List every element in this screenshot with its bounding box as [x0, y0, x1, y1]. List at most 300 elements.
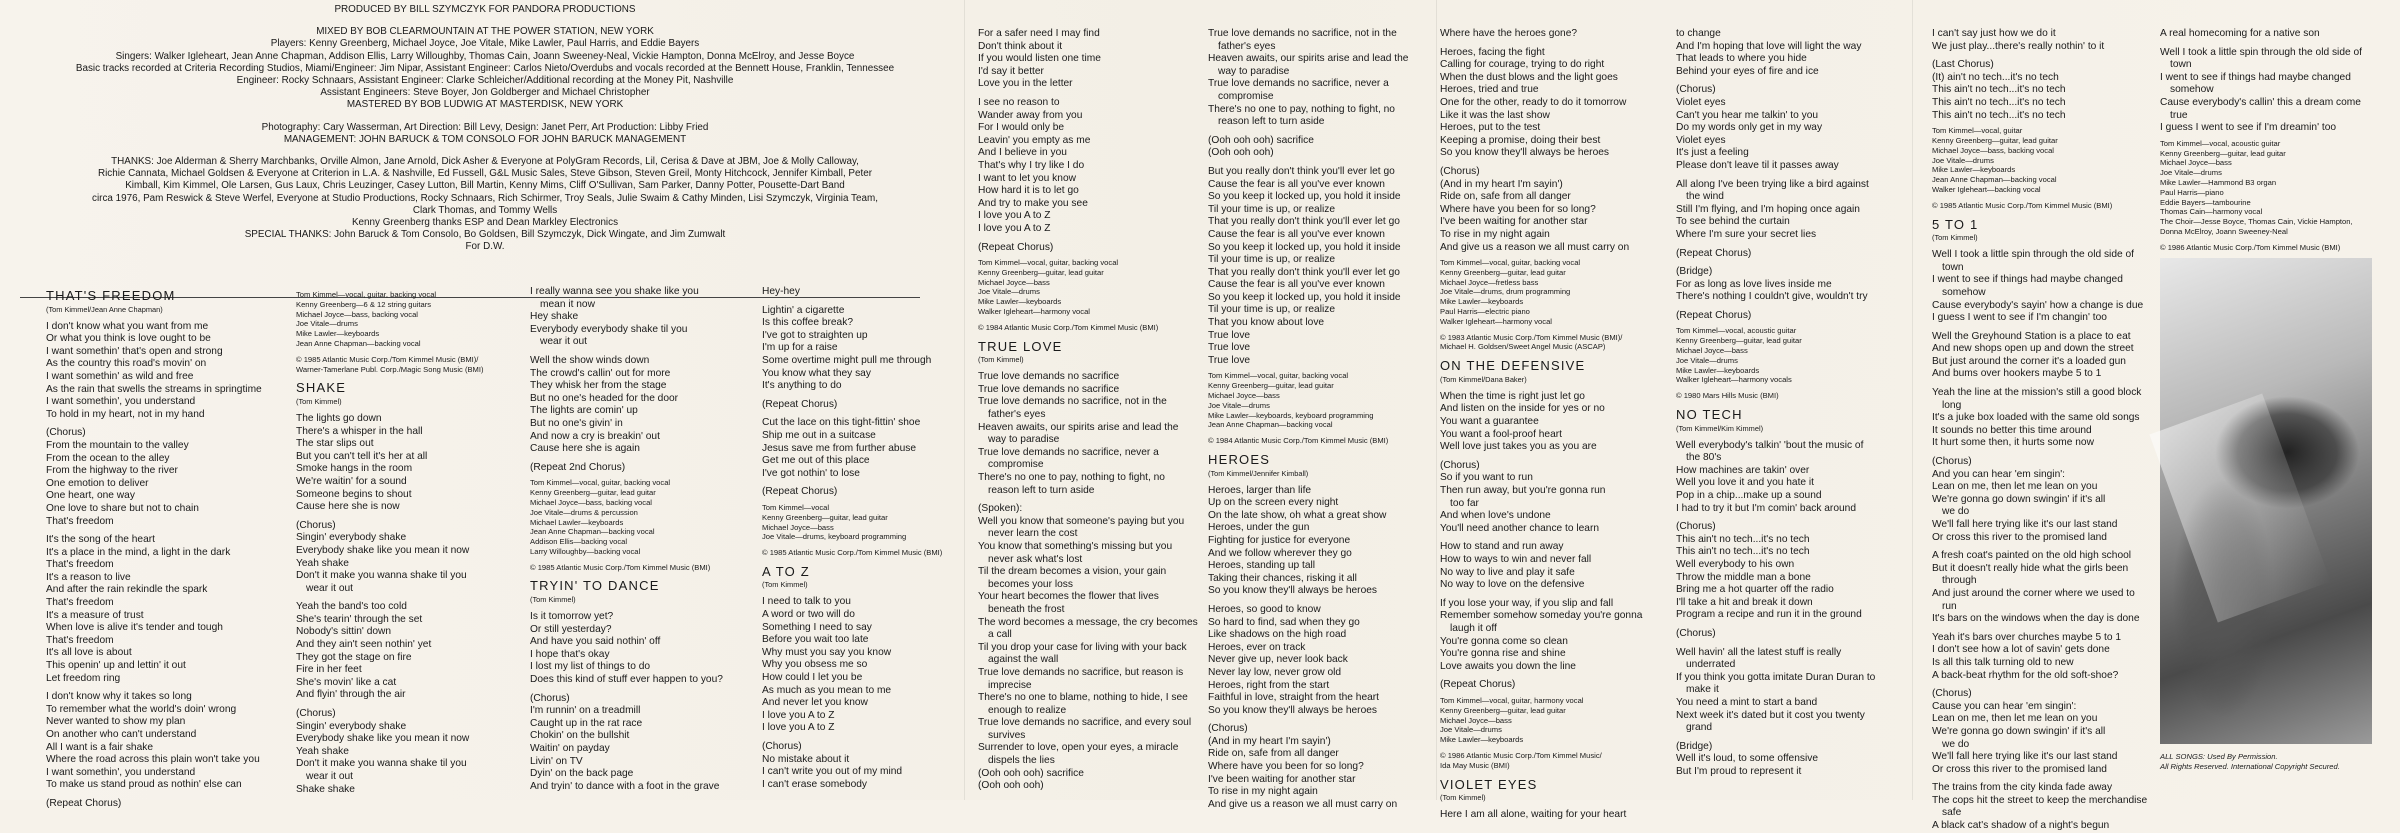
- credit-line: Mike Lawler—keyboards: [1440, 297, 1524, 307]
- lyric-line: True love demands no sacrifice, not in the: [978, 396, 1167, 408]
- lyric-line: Livin' on TV: [530, 755, 583, 767]
- lyric-line: Don't it make you wanna shake til you: [296, 758, 467, 770]
- credit-line: Tom Kimmel—vocal, guitar: [1932, 126, 2023, 136]
- credit-line: Ida May Music (BMI): [1440, 760, 1510, 770]
- album-photo: [2160, 258, 2372, 744]
- lyric-line: (Chorus): [46, 427, 86, 439]
- lyric-line: Wander away from you: [978, 109, 1083, 121]
- lyric-line: reason left to turn aside: [988, 484, 1095, 496]
- lyric-line: Cause here she is now: [296, 501, 400, 513]
- lyric-line: To rise in my night again: [1208, 786, 1318, 798]
- lyric-line: Cause everybody's callin' this a dream come: [2160, 96, 2361, 108]
- lyric-line: Where have you been for so long?: [1440, 203, 1596, 215]
- credit-line: Tom Kimmel—vocal: [762, 502, 830, 512]
- lyric-line: Dyin' on the back page: [530, 768, 634, 780]
- lyric-line: make it: [1686, 684, 1719, 696]
- credit-line: Kenny Greenberg—guitar, lead guitar: [1676, 336, 1802, 346]
- song-author: (Tom Kimmel/Jean Anne Chapman): [46, 304, 163, 314]
- song-author: (Tom Kimmel): [1440, 793, 1486, 803]
- lyric-line: I can't write you out of my mind: [762, 766, 903, 778]
- lyric-line: Like it was the last show: [1440, 109, 1550, 121]
- lyric-line: There's nothing I couldn't give, wouldn't try: [1676, 291, 1868, 303]
- lyric-line: That's freedom: [46, 515, 114, 527]
- musician-credits: [1932, 126, 2150, 210]
- credit-line: Joe Vitale—drums: [1440, 725, 1502, 735]
- lyric-line: Let freedom ring: [46, 672, 121, 684]
- lyric-line: And after the rain rekindle the spark: [46, 584, 208, 596]
- lyric-line: For as long as love lives inside me: [1676, 278, 1832, 290]
- lyric-line: Yeah it's bars over churches maybe 5 to 1: [1932, 631, 2122, 643]
- lyric-line: dispels the lies: [988, 755, 1055, 767]
- credit-line: Mike Lawler—keyboards: [1932, 165, 2016, 175]
- lyric-line: It's all love is about: [46, 647, 132, 659]
- lyric-line: Never lay low, never grow old: [1208, 666, 1342, 678]
- lyric-line: The star slips out: [296, 438, 374, 450]
- lyric-line: Cause you can hear 'em singin':: [1932, 700, 2077, 712]
- lyric-line: Til you drop your case for living with your back: [978, 641, 1187, 653]
- credit-line: Michael Joyce—bass, backing vocal: [296, 309, 418, 319]
- lyric-line: That's freedom: [46, 597, 114, 609]
- credit-line: Joe Vitale—drums: [1208, 400, 1270, 410]
- lyric-line: Everybody shake like you mean it now: [296, 733, 470, 745]
- credit-line: Thomas Cain—harmony vocal: [2160, 207, 2263, 217]
- lyric-line: So hard to find, sad when they go: [1208, 616, 1360, 628]
- lyric-line: How to stand and run away: [1440, 541, 1564, 553]
- song-block: [1440, 28, 1666, 352]
- lyric-line: Cause the fear is all you've ever known: [1208, 279, 1385, 291]
- lyric-line: (Chorus): [1676, 627, 1716, 639]
- lyric-line: the 80's: [1686, 452, 1722, 464]
- lyric-line: When love is alive it's tender and tough: [46, 622, 223, 634]
- credit-line: Jean Anne Chapman—backing vocal: [1208, 420, 1333, 430]
- credit-line: Kenny Greenberg thanks ESP and Dean Markley Electronics: [351, 217, 619, 229]
- credit-line: Mike Lawler—keyboards: [978, 297, 1062, 307]
- lyric-line: (Ooh ooh ooh): [1208, 147, 1274, 159]
- lyric-line: That you know about love: [1208, 317, 1325, 329]
- lyric-line: Your heart becomes the flower that lives: [978, 591, 1159, 603]
- credit-line: © 1984 Atlantic Music Corp./Tom Kimmel Music (BMI): [1208, 436, 1389, 446]
- copyright-line: All Rights Reserved. International Copyright Secured.: [2160, 762, 2340, 771]
- lyric-line: I guess I went to see if I'm dreamin' too: [2160, 122, 2337, 134]
- song-block: [2160, 28, 2388, 253]
- song-block: [762, 286, 968, 558]
- lyric-line: No way to live and play it safe: [1440, 566, 1575, 578]
- lyric-line: I'm runnin' on a treadmill: [530, 705, 641, 717]
- credit-line: MANAGEMENT: JOHN BARUCK & TOM CONSOLO FOR JOHN BARUCK MANAGEMENT: [283, 133, 687, 145]
- lyric-line: Hey shake: [530, 311, 579, 323]
- lyric-line: So you know they'll always be heroes: [1440, 147, 1609, 159]
- lyric-line: They whisk her from the stage: [530, 380, 667, 392]
- lyric-line: Chokin' on the bullshit: [530, 730, 630, 742]
- credit-line: Michael H. Goldsen/Sweet Angel Music (ASCAP): [1440, 342, 1606, 352]
- lyric-line: Where have the heroes gone?: [1440, 28, 1578, 39]
- lyric-line: Is all this talk turning old to new: [1932, 656, 2074, 668]
- lyric-line: too far: [1450, 497, 1479, 509]
- credit-line: © 1980 Mars Hills Music (BMI): [1676, 391, 1779, 401]
- lyric-line: To make us stand proud as nothin' else can: [46, 779, 242, 791]
- lyric-line: beneath the frost: [988, 603, 1065, 615]
- lyric-line: That you really don't think you'll ever let go: [1208, 266, 1400, 278]
- credit-line: Joe Vitale—drums: [2160, 168, 2222, 178]
- lyric-line: A word or two will do: [762, 609, 855, 621]
- lyric-line: Don't it make you wanna shake til you: [296, 570, 467, 582]
- lyric-line: One emotion to deliver: [46, 477, 149, 489]
- song-block: [530, 286, 760, 572]
- lyric-line: And they ain't seen nothin' yet: [296, 639, 432, 651]
- lyric-line: We're gonna go down swingin' if it's all: [1932, 725, 2106, 737]
- song-title: NO TECH: [1676, 407, 1743, 423]
- credit-line: Jean Anne Chapman—backing vocal: [530, 527, 655, 537]
- credit-line: Kenny Greenberg—guitar, lead guitar: [530, 488, 656, 498]
- lyric-line: A real homecoming for a native son: [2160, 28, 2320, 39]
- lyric-line: Well everybody's talkin' 'bout the music of: [1676, 439, 1864, 451]
- lyric-line: And try to make you see: [978, 197, 1088, 209]
- credit-line: Richie Cannata, Michael Goldsen & Everyone at Criterion in L.A. & Nashville, Ed Fussell, G&L Music Sales, Steve Gibson, Steven Greil, Monty Hitchcock, Jennifer Kimball, Peter: [97, 168, 873, 180]
- lyric-line: Heroes, under the gun: [1208, 522, 1310, 534]
- lyric-line: Surrender to love, open your eyes, a miracle: [978, 742, 1179, 754]
- lyric-line: never ask what's lost: [988, 553, 1083, 565]
- credit-line: © 1985 Atlantic Music Corp./Tom Kimmel Music (BMI): [762, 548, 943, 558]
- credit-line: Mike Lawler—Hammond B3 organ: [2160, 177, 2277, 187]
- lyric-line: You're gonna come so clean: [1440, 635, 1568, 647]
- lyric-line: Well everybody to his own: [1676, 558, 1795, 570]
- lyric-line: laugh it off: [1450, 622, 1497, 634]
- musician-credits: [1208, 371, 1434, 446]
- song-block: [1676, 409, 1902, 778]
- lyric-line: If you think you gotta imitate Duran Duran to: [1676, 671, 1876, 683]
- lyric-line: (Chorus): [1440, 165, 1480, 177]
- credit-line: Kimball, Kim Kimmel, Ole Larsen, Gus Laux, Chris Leuzinger, Casey Lutton, Bill Martin, Kenny Mims, Cliff O'Sullivan, Sam Parker, Danny Potter, Pousette-Dart Band: [125, 180, 845, 192]
- lyric-line: (Ooh ooh ooh) sacrifice: [978, 767, 1084, 779]
- lyric-line: Leavin' you empty as me: [978, 134, 1091, 146]
- lyric-line: You're gonna rise and shine: [1440, 648, 1566, 660]
- credit-line: Jean Anne Chapman—backing vocal: [1932, 175, 2057, 185]
- lyric-line: All I want is a fair shake: [46, 741, 154, 753]
- lyric-line: Yeah the line at the mission's still a good block: [1932, 387, 2142, 399]
- lyric-line: (Ooh ooh ooh) sacrifice: [1208, 134, 1314, 146]
- credit-line: Kenny Greenberg—guitar, lead guitar: [1440, 705, 1566, 715]
- lyric-line: I love you A to Z: [978, 210, 1051, 222]
- lyric-line: For I would only be: [978, 122, 1065, 134]
- lyric-line: father's eyes: [1218, 40, 1276, 52]
- lyric-line: I love you A to Z: [762, 709, 835, 721]
- credit-line: © 1986 Atlantic Music Corp./Tom Kimmel Music (BMI): [2160, 242, 2341, 252]
- lyric-line: And I'm hoping that love will light the way: [1676, 40, 1862, 52]
- lyric-line: We're gonna go down swingin' if it's all: [1932, 493, 2106, 505]
- lyric-line: When the dust blows and the light goes: [1440, 71, 1618, 83]
- lyric-line: Yeah shake: [296, 745, 349, 757]
- credit-line: © 1985 Atlantic Music Corp./Tom Kimmel Music (BMI): [530, 562, 711, 572]
- lyric-line: The lights go down: [296, 412, 382, 424]
- credit-line: Mike Lawler—keyboards: [1440, 735, 1524, 745]
- lyric-line: Before you wait too late: [762, 634, 869, 646]
- song-author: (Tom Kimmel/Dana Baker): [1440, 374, 1527, 384]
- lyric-line: Fire in her feet: [296, 664, 362, 676]
- lyric-line: On the late show, oh what a great show: [1208, 509, 1387, 521]
- lyric-line: True love: [1208, 354, 1251, 366]
- lyric-line: Waitin' on payday: [530, 743, 610, 755]
- credit-line: MIXED BY BOB CLEARMOUNTAIN AT THE POWER STATION, NEW YORK: [316, 26, 654, 38]
- song-block: [978, 28, 1206, 333]
- lyric-line: Violet eyes: [1676, 96, 1726, 108]
- lyric-line: Where have you been for so long?: [1208, 761, 1364, 773]
- credit-line: PRODUCED BY BILL SZYMCZYK FOR PANDORA PRODUCTIONS: [334, 4, 636, 15]
- song-title: TRUE LOVE: [978, 338, 1063, 354]
- lyric-line: That leads to where you hide: [1676, 53, 1807, 65]
- lyric-line: a call: [988, 629, 1012, 641]
- lyric-line: somehow: [1942, 286, 1986, 298]
- lyric-line: I don't know why it takes so long: [46, 691, 192, 703]
- lyric-line: To rise in my night again: [1440, 228, 1550, 240]
- song-title: 5 TO 1: [1932, 216, 1979, 232]
- song-author: (Tom Kimmel/Kim Kimmel): [1676, 423, 1764, 433]
- lyric-line: Smoke hangs in the room: [296, 463, 413, 475]
- lyric-line: through: [1942, 575, 1977, 587]
- lyric-line: Well I took a little spin through the old side of: [2160, 46, 2362, 58]
- lyric-line: The crowd's callin' out for more: [530, 367, 671, 379]
- lyric-line: This ain't no tech...it's no tech: [1932, 109, 2066, 121]
- lyric-line: Pop in a chip...make up a sound: [1676, 490, 1822, 502]
- lyric-line: And when love's undone: [1440, 510, 1551, 522]
- lyric-line: Well it's loud, to some offensive: [1676, 753, 1818, 765]
- lyric-line: Please don't leave til it passes away: [1676, 159, 1839, 171]
- lyric-line: This ain't no tech...it's no tech: [1676, 533, 1810, 545]
- musician-credits: [978, 258, 1206, 333]
- lyric-line: I love you A to Z: [762, 722, 835, 734]
- fold-line: [1436, 0, 1437, 800]
- lyric-line: And give us a reason we all must carry on: [1440, 241, 1630, 253]
- lyric-line: we do: [1942, 506, 1970, 518]
- lyrics-column: [1676, 28, 1902, 793]
- lyric-line: reason left to turn aside: [1218, 116, 1325, 128]
- lyric-line: way to paradise: [988, 434, 1060, 446]
- lyric-line: So you keep it locked up, you hold it inside: [1208, 191, 1401, 203]
- credit-line: Kenny Greenberg—guitar, lead guitar: [1208, 381, 1334, 391]
- lyric-line: She's tearin' through the set: [296, 613, 423, 625]
- lyric-line: somehow: [2170, 84, 2214, 96]
- lyric-line: against the wall: [988, 654, 1059, 666]
- musician-credits: [1440, 696, 1666, 771]
- credit-line: Michael Lawler—keyboards: [530, 517, 624, 527]
- credit-line: Joe Vitale—drums & percussion: [530, 507, 638, 517]
- song-title: A TO Z: [762, 563, 810, 579]
- credit-line: Michael Joyce—bass: [978, 277, 1050, 287]
- lyric-line: And have you said nothin' off: [530, 636, 661, 648]
- lyric-line: So you know they'll always be heroes: [1208, 704, 1377, 716]
- credit-line: Mike Lawler—keyboards: [1676, 365, 1760, 375]
- lyric-line: I'd say it better: [978, 65, 1044, 77]
- lyric-line: Don't think about it: [978, 40, 1063, 52]
- copyright-line: ALL SONGS: Used By Permission.: [2160, 752, 2278, 761]
- credit-line: Walker Igleheart—harmony vocals: [1676, 375, 1792, 385]
- song-block: [1440, 776, 1666, 822]
- lyric-line: To remember what the world's doin' wrong: [46, 703, 237, 715]
- lyric-line: We just play...there's really nothin' to it: [1932, 40, 2105, 52]
- credit-line: © 1983 Atlantic Music Corp./Tom Kimmel Music (BMI)/: [1440, 332, 1623, 342]
- lyric-line: From the mountain to the valley: [46, 439, 189, 451]
- lyric-line: Faithful in love, straight from the heart: [1208, 692, 1380, 704]
- lyric-line: Do my words only get in my way: [1676, 122, 1823, 134]
- credit-line: Michael Joyce—bass: [1440, 715, 1512, 725]
- lyric-line: (Repeat 2nd Chorus): [530, 461, 626, 473]
- credit-line: Joe Vitale—drums: [1676, 355, 1738, 365]
- lyric-line: Well havin' all the latest stuff is really: [1676, 646, 1842, 658]
- credit-line: Kenny Greenberg—guitar, lead guitar: [1932, 135, 2058, 145]
- lyric-line: (Repeat Chorus): [46, 797, 122, 809]
- lyric-line: becomes your loss: [988, 578, 1073, 590]
- lyric-line: Heaven awaits, our spirits arise and lead the: [978, 421, 1179, 433]
- lyric-line: If you lose your way, if you slip and fall: [1440, 597, 1614, 609]
- lyric-line: Well I took a little spin through the old side of: [1932, 249, 2134, 261]
- lyric-line: Or still yesterday?: [530, 623, 612, 635]
- lyric-line: The word becomes a message, the cry becomes: [978, 616, 1198, 628]
- lyric-line: How to ways to win and never fall: [1440, 553, 1592, 565]
- lyric-line: Cause here she is again: [530, 443, 640, 455]
- credit-line: Donna McElroy, Joann Sweeney-Neal: [2160, 226, 2288, 236]
- lyric-line: It sounds no better this time around: [1932, 424, 2092, 436]
- lyric-line: One heart, one way: [46, 490, 135, 502]
- lyric-line: Heroes, put to the test: [1440, 122, 1541, 134]
- lyric-line: Next week it's dated but it cost you twenty: [1676, 709, 1865, 721]
- credit-line: Michael Joyce—bass: [2160, 158, 2232, 168]
- lyric-line: But no one's givin' in: [530, 417, 623, 429]
- lyric-line: Where the road across this plain won't take you: [46, 754, 260, 766]
- song-author: (Tom Kimmel): [978, 355, 1024, 365]
- lyric-line: But it doesn't really hide what the girls been: [1932, 562, 2129, 574]
- lyric-line: If you would listen one time: [978, 53, 1101, 65]
- lyric-line: And just around the corner where we used to: [1932, 587, 2135, 599]
- lyric-line: father's eyes: [988, 409, 1046, 421]
- lyric-line: Or cross this river to the promised land: [1932, 763, 2107, 775]
- lyric-line: (Chorus): [296, 519, 336, 531]
- lyric-line: Cause the fear is all you've ever known: [1208, 178, 1385, 190]
- credit-line: Joe Vitale—drums: [978, 287, 1040, 297]
- credit-line: Michael Joyce—bass: [762, 522, 834, 532]
- lyric-line: There's no one to pay, nothing to fight, no: [978, 472, 1165, 484]
- lyric-line: So you know they'll always be heroes: [1208, 585, 1377, 597]
- lyric-line: And you can hear 'em singin':: [1932, 468, 2066, 480]
- lyric-line: And new shops open up and down the street: [1932, 343, 2134, 355]
- credit-line: For D.W.: [465, 241, 505, 253]
- lyric-line: Does this kind of stuff ever happen to you?: [530, 674, 723, 686]
- lyric-line: How could I let you be: [762, 672, 863, 684]
- lyric-line: wear it out: [306, 771, 353, 782]
- lyric-line: I don't see how a lot of savin' gets done: [1932, 644, 2110, 656]
- lyric-line: But you can't tell it's her at all: [296, 450, 428, 462]
- song-author: (Tom Kimmel/Jennifer Kimball): [1208, 468, 1309, 478]
- lyric-line: I lost my list of things to do: [530, 661, 651, 673]
- lyric-line: Jesus save me from further abuse: [762, 442, 917, 454]
- lyric-line: This ain't no tech...it's no tech: [1676, 546, 1810, 558]
- lyric-line: How hard it is to let go: [978, 185, 1079, 197]
- lyric-line: I've got to straighten up: [762, 329, 868, 341]
- lyric-line: I've been waiting for another star: [1208, 773, 1356, 785]
- lyric-line: Can't you hear me talkin' to you: [1676, 109, 1819, 121]
- song-block: [1676, 28, 1902, 401]
- lyric-line: long: [1942, 399, 1962, 411]
- lyric-line: Cut the lace on this tight-fittin' shoe: [762, 417, 921, 429]
- lyric-line: And tryin' to dance with a foot in the grave: [530, 780, 720, 792]
- album-credits: [20, 4, 950, 254]
- song-author: (Tom Kimmel): [530, 595, 576, 605]
- song-block: [1208, 28, 1434, 446]
- credit-line: The Choir—Jesse Boyce, Thomas Cain, Vickie Hampton,: [2160, 217, 2353, 227]
- lyric-line: That's freedom: [46, 634, 114, 646]
- credit-line: Walker Igleheart—harmony vocal: [1440, 316, 1552, 326]
- lyric-line: (Spoken):: [978, 503, 1023, 515]
- lyric-line: And I believe in you: [978, 147, 1067, 159]
- song-block: [296, 382, 526, 796]
- credit-line: Walker Igleheart—backing vocal: [1932, 184, 2041, 194]
- lyric-line: You want a fool-proof heart: [1440, 428, 1562, 440]
- credit-line: Paul Harris—electric piano: [1440, 307, 1530, 317]
- lyric-line: There's no one to pay, nothing to fight, no: [1208, 103, 1395, 115]
- lyric-line: A fresh coat's painted on the old high school: [1932, 550, 2132, 562]
- lyric-line: (Chorus): [1440, 459, 1480, 471]
- lyric-line: True love demands no sacrifice: [978, 371, 1120, 383]
- lyric-line: When the time is right just let go: [1440, 390, 1585, 402]
- lyric-line: Til your time is up, or realize: [1208, 254, 1336, 266]
- lyric-line: But just around the corner it's a loaded gun: [1932, 355, 2126, 367]
- lyric-line: Lightin' a cigarette: [762, 304, 845, 316]
- credit-line: Clark Thomas, and Tommy Wells: [412, 204, 558, 216]
- lyric-line: I'm up for a raise: [762, 342, 838, 354]
- lyric-line: Heaven awaits, our spirits arise and lead the: [1208, 53, 1409, 65]
- credit-line: Paul Harris—piano: [2160, 187, 2224, 197]
- lyric-line: I don't know what you want from me: [46, 320, 209, 332]
- lyric-line: As much as you mean to me: [762, 684, 892, 696]
- lyric-line: This ain't no tech...it's no tech: [1932, 84, 2066, 96]
- credit-line: Addison Ellis—backing vocal: [530, 537, 628, 547]
- lyric-line: It's just a feeling: [1676, 147, 1749, 159]
- lyric-line: And listen on the inside for yes or no: [1440, 403, 1605, 415]
- lyric-line: to change: [1676, 28, 1721, 39]
- credit-line: © 1986 Atlantic Music Corp./Tom Kimmel Music/: [1440, 750, 1602, 760]
- credits-gap: [20, 16, 950, 26]
- lyric-line: Caught up in the rat race: [530, 717, 643, 729]
- credit-line: Kenny Greenberg—guitar, lead guitar: [978, 267, 1104, 277]
- lyric-line: It's a reason to live: [46, 571, 131, 583]
- lyrics-column: [1932, 28, 2150, 832]
- lyric-line: So you keep it locked up, you hold it inside: [1208, 241, 1401, 253]
- lyric-line: Well the show winds down: [530, 354, 650, 366]
- musician-credits: [762, 503, 968, 558]
- musician-credits: [296, 290, 526, 374]
- credit-line: Photography: Cary Wasserman, Art Direction: Bill Levy, Design: Janet Perr, Art Production: Libby Fried: [261, 121, 709, 133]
- lyric-line: And now a cry is breakin' out: [530, 430, 660, 442]
- lyric-line: How machines are takin' over: [1676, 464, 1810, 476]
- lyric-line: True love demands no sacrifice, and every soul: [978, 717, 1192, 729]
- lyric-line: On another who can't understand: [46, 729, 197, 740]
- lyric-line: You'll need another chance to learn: [1440, 522, 1600, 534]
- lyric-line: Violet eyes: [1676, 134, 1726, 146]
- song-block: [978, 338, 1206, 793]
- lyric-line: imprecise: [988, 679, 1032, 691]
- song-block: [1932, 28, 2150, 211]
- lyric-line: (And in my heart I'm sayin'): [1208, 735, 1331, 747]
- lyric-line: true: [2170, 109, 2188, 121]
- lyric-line: This ain't no tech...it's no tech: [1932, 96, 2066, 108]
- song-block: [1208, 454, 1434, 811]
- credit-line: Tom Kimmel—vocal, guitar, backing vocal: [978, 258, 1119, 268]
- lyric-line: never learn the cost: [988, 528, 1078, 540]
- lyric-line: A back-beat rhythm for the old soft-shoe?: [1932, 669, 2119, 681]
- credit-line: Michael Joyce—bass: [1676, 346, 1748, 356]
- credit-line: Tom Kimmel—vocal, acoustic guitar: [1676, 326, 1797, 336]
- lyric-line: Shake shake: [296, 783, 355, 795]
- credit-line: Tom Kimmel—vocal, guitar, backing vocal: [1208, 371, 1349, 381]
- lyric-line: Never wanted to show my plan: [46, 716, 186, 728]
